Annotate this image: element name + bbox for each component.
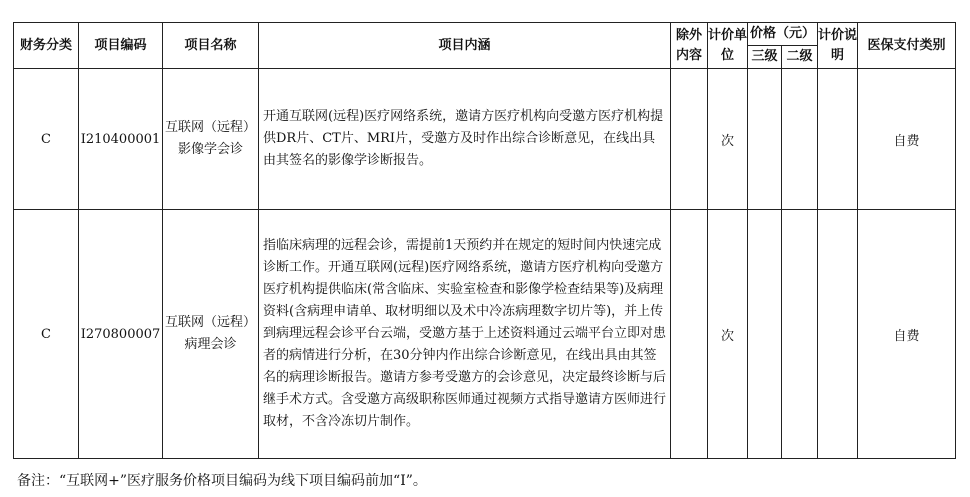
cell-insurance: 自费 <box>858 210 956 459</box>
header-name: 项目名称 <box>163 23 259 69</box>
cell-price-level3 <box>748 69 782 210</box>
header-price-level3: 三级 <box>748 46 782 69</box>
cell-content: 指临床病理的远程会诊，需提前1天预约并在规定的短时间内快速完成诊断工作。开通互联网(远程)医疗网络系统，邀请方医疗机构向受邀方医疗机构提供临床(常含临床、实验室检查和影像学检查结果等)及病理资料(含病理申请单、取材明细以及术中冷冻病理数字切片等)，并上传到病理远程会诊平台云端，受邀方基于上述资料通过云端平台立即对患者的病情进行分析，在30分钟内作出综合诊断意见，在线出具由其签名的病理诊断报告。邀请方参考受邀方的会诊意见，决定最终诊断与后继手术方式。含受邀方高级职称医师通过视频方式指导邀请方医师进行取材，不含冷冻切片制作。 <box>259 210 671 459</box>
cell-code: I270800007 <box>79 210 163 459</box>
cell-excluded <box>671 69 708 210</box>
cell-code: I210400001 <box>79 69 163 210</box>
header-insurance: 医保支付类别 <box>858 23 956 69</box>
cell-price-level2 <box>782 69 818 210</box>
price-table <box>13 22 956 459</box>
header-category: 财务分类 <box>14 23 79 69</box>
cell-price-level3 <box>748 210 782 459</box>
cell-name: 互联网（远程）影像学会诊 <box>163 69 259 210</box>
header-price: 价格（元） <box>748 23 818 46</box>
header-content: 项目内涵 <box>259 23 671 69</box>
header-unit-note: 计价说明 <box>818 23 858 69</box>
header-code: 项目编码 <box>79 23 163 69</box>
header-row <box>14 23 956 46</box>
footnote: 备注：“互联网+”医疗服务价格项目编码为线下项目编码前加“I”。 <box>17 473 427 489</box>
cell-unit: 次 <box>708 210 748 459</box>
cell-insurance: 自费 <box>858 69 956 210</box>
cell-unit: 次 <box>708 69 748 210</box>
header-unit: 计价单位 <box>708 23 748 69</box>
cell-unit-note <box>818 210 858 459</box>
cell-category: C <box>14 69 79 210</box>
cell-category: C <box>14 210 79 459</box>
table-row <box>14 69 956 210</box>
cell-excluded <box>671 210 708 459</box>
cell-price-level2 <box>782 210 818 459</box>
header-excluded: 除外内容 <box>671 23 708 69</box>
cell-unit-note <box>818 69 858 210</box>
cell-name: 互联网（远程）病理会诊 <box>163 210 259 459</box>
cell-content: 开通互联网(远程)医疗网络系统，邀请方医疗机构向受邀方医疗机构提供DR片、CT片、MRI片，受邀方及时作出综合诊断意见，在线出具由其签名的影像学诊断报告。 <box>259 69 671 210</box>
header-price-level2: 二级 <box>782 46 818 69</box>
table-row <box>14 210 956 459</box>
